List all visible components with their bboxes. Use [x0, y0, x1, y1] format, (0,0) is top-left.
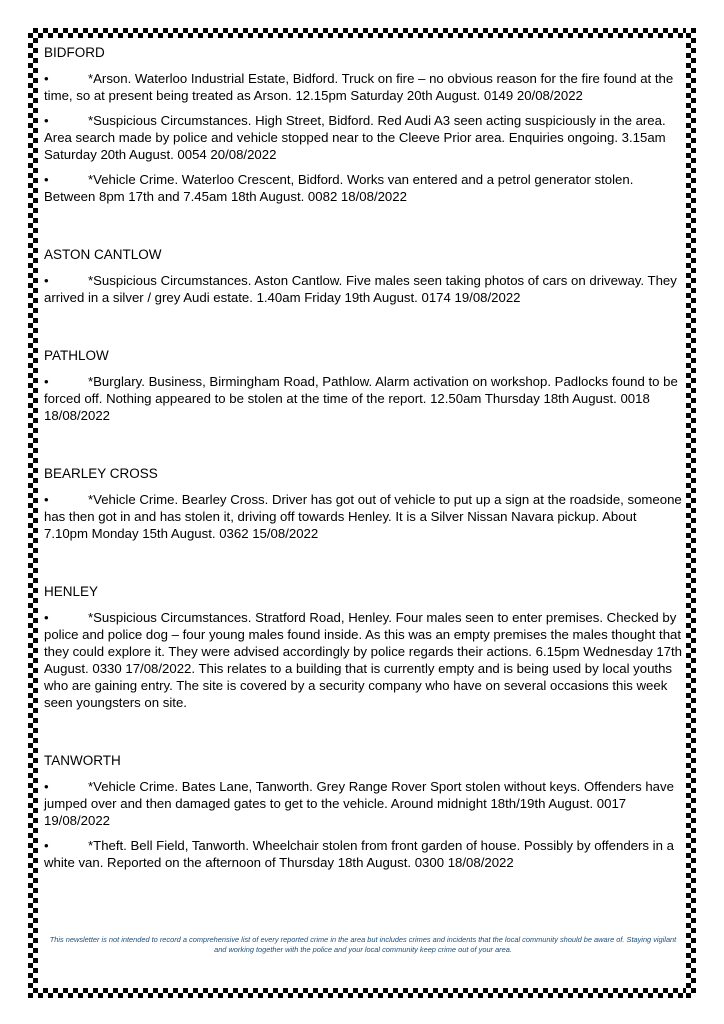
bullet-icon: •	[44, 273, 49, 288]
incident-item	[44, 112, 682, 163]
bullet-icon: •	[44, 492, 49, 507]
section-spacer	[44, 719, 682, 752]
incident-item	[44, 373, 682, 424]
incident-text: *Vehicle Crime. Bates Lane, Tanworth. Grey Range Rover Sport stolen without keys. Offenders have jumped over and then damaged gates to get to the vehicle. Around midnight 18th/19th August. 0017 19/08/2022	[44, 779, 674, 828]
bullet-icon: •	[44, 779, 49, 794]
section-bearley-cross	[44, 465, 682, 542]
section-title: TANWORTH	[44, 753, 121, 768]
bullet-icon: •	[44, 71, 49, 86]
footer-disclaimer: This newsletter is not intended to record a comprehensive list of every reported crime in the area but includes crimes and incidents that the local community should be aware of. Staying vigilant and working together with the police and your local community keep crime out of your area.	[49, 935, 677, 954]
newsletter-body	[44, 44, 682, 879]
border-top	[28, 28, 696, 38]
incident-item	[44, 491, 682, 542]
section-spacer	[44, 550, 682, 583]
section-spacer	[44, 432, 682, 465]
incident-item	[44, 778, 682, 829]
bullet-icon: •	[44, 113, 49, 128]
incident-text: *Theft. Bell Field, Tanworth. Wheelchair stolen from front garden of house. Possibly by offenders in a white van. Reported on the afternoon of Thursday 18th August. 0300 18/08/2022	[44, 838, 674, 870]
incident-text: *Arson. Waterloo Industrial Estate, Bidford. Truck on fire – no obvious reason for the fire found at the time, so at present being treated as Arson. 12.15pm Saturday 20th August. 0149 20/08/2022	[44, 71, 674, 103]
incident-text: *Vehicle Crime. Waterloo Crescent, Bidford. Works van entered and a petrol generator stolen. Between 8pm 17th and 7.45am 18th August. 0082 18/08/2022	[44, 172, 634, 204]
border-right	[686, 28, 696, 998]
section-title: PATHLOW	[44, 348, 109, 363]
incident-item	[44, 837, 682, 871]
incident-item	[44, 272, 682, 306]
incident-item	[44, 609, 682, 711]
incident-text: *Suspicious Circumstances. High Street, Bidford. Red Audi A3 seen acting suspiciously in the area. Area search made by police and vehicle stopped near to the Cleeve Prior area. Enquiries ongoing. 3.15am Saturday 20th August. 0054 20/08/2022	[44, 113, 666, 162]
incident-text: *Suspicious Circumstances. Stratford Road, Henley. Four males seen to enter premises. Checked by police and police dog – four young males found inside. As this was an empty premises the males thought that they could explore it. They were advised accordingly by police regards their actions. 6.15pm Wednesday 17th August. 0330 17/08/2022. This relates to a building that is currently empty and is being used by local youths who are gaining entry. The site is covered by a security company who have on several occasions this week seen youngsters on site.	[44, 610, 682, 710]
section-henley	[44, 583, 682, 711]
incident-text: *Vehicle Crime. Bearley Cross. Driver has got out of vehicle to put up a sign at the roadside, someone has then got in and has stolen it, driving off towards Henley. It is a Silver Nissan Navara pickup. About 7.10pm Monday 15th August. 0362 15/08/2022	[44, 492, 682, 541]
crime-sections	[44, 44, 682, 871]
incident-text: *Burglary. Business, Birmingham Road, Pathlow. Alarm activation on workshop. Padlocks found to be forced off. Nothing appeared to be stolen at the time of the report. 12.50am Thursday 18th August. 0018 18/08/2022	[44, 374, 678, 423]
incident-item	[44, 70, 682, 104]
section-aston-cantlow	[44, 246, 682, 306]
section-title: BEARLEY CROSS	[44, 466, 158, 481]
section-tanworth	[44, 752, 682, 871]
section-spacer	[44, 213, 682, 246]
bullet-icon: •	[44, 838, 49, 853]
section-pathlow	[44, 347, 682, 424]
bullet-icon: •	[44, 172, 49, 187]
bullet-icon: •	[44, 610, 49, 625]
bullet-icon: •	[44, 374, 49, 389]
section-title: ASTON CANTLOW	[44, 247, 162, 262]
border-left	[28, 28, 38, 998]
section-title: HENLEY	[44, 584, 99, 599]
section-title: BIDFORD	[44, 45, 105, 60]
section-bidford	[44, 44, 682, 205]
section-spacer	[44, 314, 682, 347]
incident-item	[44, 171, 682, 205]
incident-text: *Suspicious Circumstances. Aston Cantlow. Five males seen taking photos of cars on driveway. They arrived in a silver / grey Audi estate. 1.40am Friday 19th August. 0174 19/08/2022	[44, 273, 677, 305]
border-bottom	[28, 988, 696, 998]
